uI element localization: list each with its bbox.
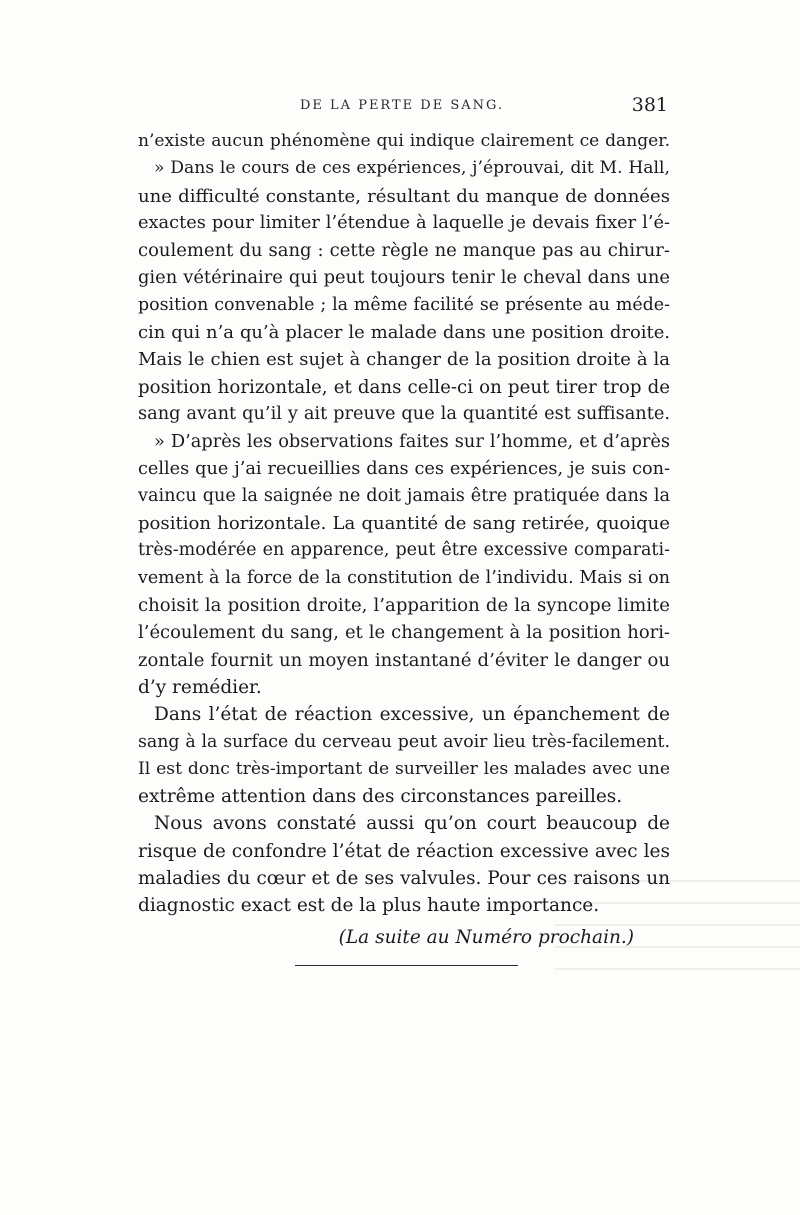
text-line: Il est donc très-important de surveiller les malades avec une [138, 758, 670, 779]
body-text [138, 128, 670, 954]
text-line: sang à la surface du cerveau peut avoir lieu très-facilement. [138, 731, 670, 752]
text-line: Nous avons constaté aussi qu’on court beaucoup de [154, 813, 670, 835]
continuation-note: (La suite au Numéro prochain.) [338, 926, 634, 948]
text-line: n’existe aucun phénomène qui indique clairement ce danger. [138, 131, 670, 151]
text-line: une difficulté constante, résultant du manque de données [138, 185, 670, 207]
text-line: risque de confondre l’état de réaction excessive avec les [138, 840, 670, 862]
text-line: très-modérée en apparence, peut être excessive comparati- [138, 540, 670, 561]
text-line: celles que j’ai recueillies dans ces expériences, je suis con- [138, 458, 670, 479]
text-line: gien vétérinaire qui peut toujours tenir le cheval dans une [138, 267, 670, 289]
text-line: extrême attention dans des circonstances pareilles. [138, 786, 623, 808]
text-line: vement à la force de la constitution de l’individu. Mais si on [138, 567, 670, 588]
running-head [140, 94, 668, 124]
text-line: choisit la position droite, l’apparition de la syncope limite [138, 595, 670, 617]
text-line: » D’après les observations faites sur l’homme, et d’après [154, 431, 670, 453]
text-line: coulement du sang : cette règle ne manque pas au chirur- [138, 240, 670, 262]
text-line: sang avant qu’il y ait preuve que la quantité est suffisante. [138, 403, 670, 424]
text-line: » Dans le cours de ces expériences, j’éprouvai, dit M. Hall, [154, 158, 670, 179]
end-rule [295, 965, 518, 966]
text-line: vaincu que la saignée ne doit jamais être pratiquée dans la [138, 485, 670, 506]
text-line: l’écoulement du sang, et le changement à la position hori- [138, 622, 670, 644]
running-title: DE LA PERTE DE SANG. [300, 98, 505, 113]
text-line: cin qui n’a qu’à placer le malade dans une position droite. [138, 322, 670, 344]
text-line: position horizontale. La quantité de sang retirée, quoique [138, 513, 670, 535]
text-line: exactes pour limiter l’étendue à laquelle je devais fixer l’é- [138, 212, 670, 233]
text-line: zontale fournit un moyen instantané d’éviter le danger ou [138, 649, 670, 671]
text-line: Mais le chien est sujet à changer de la position droite à la [138, 349, 670, 371]
page-number: 381 [631, 94, 668, 116]
text-line: diagnostic exact est de la plus haute importance. [138, 895, 600, 917]
text-line: position convenable ; la même facilité se présente au méde- [138, 294, 670, 315]
text-line: maladies du cœur et de ses valvules. Pour ces raisons un [138, 868, 670, 890]
text-line: d’y remédier. [138, 676, 262, 698]
text-line: position horizontale, et dans celle-ci on peut tirer trop de [138, 376, 670, 398]
text-line: Dans l’état de réaction excessive, un épanchement de [154, 704, 670, 726]
